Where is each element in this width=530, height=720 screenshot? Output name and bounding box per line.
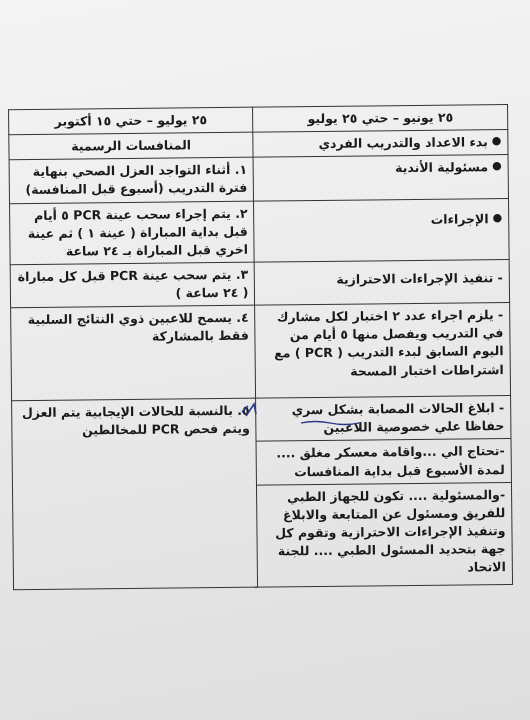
cell-right bbox=[253, 130, 508, 158]
table-row bbox=[10, 198, 510, 265]
table-row bbox=[9, 155, 508, 203]
cell-text: - تنفيذ الإجراءات الاحترازية bbox=[336, 269, 503, 287]
cell-right bbox=[256, 396, 513, 588]
header-period-2: ٢٥ يوليو – حتي ١٥ أكتوبر bbox=[9, 107, 254, 135]
cell-text: مسئولية الأندية bbox=[395, 159, 489, 176]
header-period-1: ٢٥ يونيو – حتي ٢٥ يوليو bbox=[253, 105, 508, 133]
bullet-icon: ● bbox=[491, 134, 502, 148]
cell-left: ١. أثناء التواجد العزل الصحي بنهاية فترة التدريب (أسبوع قبل المنافسة) bbox=[9, 157, 254, 203]
cell-left: المنافسات الرسمية bbox=[9, 132, 254, 160]
table-row bbox=[12, 396, 513, 590]
bullet-icon: ● bbox=[492, 210, 503, 224]
bullet-icon: ● bbox=[491, 159, 502, 173]
cell-right: - يلزم اجراء عدد ٢ اختبار لكل مشارك في التدريب ويفصل منها ٥ أيام من اليوم السابق لبدء التدريب ( PCR ) مع اشتراطات اختبار المسحة bbox=[255, 303, 511, 399]
cell-left: ٢. يتم إجراء سحب عينة PCR ٥ أيام قبل بداية المباراة ( عينة ١ ) ثم عينة اخري قبل المباراة بـ ٢٤ ساعة bbox=[10, 201, 255, 265]
cell-text: - ابلاغ الحالات المصابة بشكل سري حفاظا علي خصوصية اللاعبين bbox=[257, 396, 511, 442]
cell-text: -تحتاج الي ...واقامة معسكر مغلق .... لمدة الأسبوع قبل بداية المنافسات bbox=[257, 439, 511, 485]
cell-left: ٣. يتم سحب عينة PCR قبل كل مباراة ( ٢٤ ساعة ) bbox=[10, 262, 255, 308]
cell-text: -والمسئولية .... تكون للجهاز الطبي للفريق ومسئول عن المتابعة والابلاغ وتنفيذ الإجراءات الاحترازية وتقوم كل جهة بتحديد المسئول الطبي .... للجنة الاتحاد bbox=[275, 486, 506, 575]
cell-right bbox=[253, 155, 508, 201]
cell-left: ٤. يسمح للاعبين ذوي النتائج السلبية فقط بالمشاركة bbox=[11, 305, 256, 401]
schedule-table bbox=[8, 104, 513, 590]
table-row bbox=[10, 259, 509, 307]
checkmark-icon bbox=[240, 402, 268, 420]
handwritten-underline bbox=[300, 420, 360, 426]
cell-right bbox=[255, 259, 510, 305]
cell-right bbox=[254, 198, 509, 262]
table-row bbox=[11, 303, 511, 401]
cell-text: بدء الاعداد والتدريب الفردي bbox=[318, 134, 488, 152]
cell-left: ٥. بالنسبة للحالات الإيجابية يتم العزل ويتم فحص PCR للمخالطين bbox=[12, 398, 258, 590]
cell-text: الإجراءات bbox=[430, 210, 489, 227]
